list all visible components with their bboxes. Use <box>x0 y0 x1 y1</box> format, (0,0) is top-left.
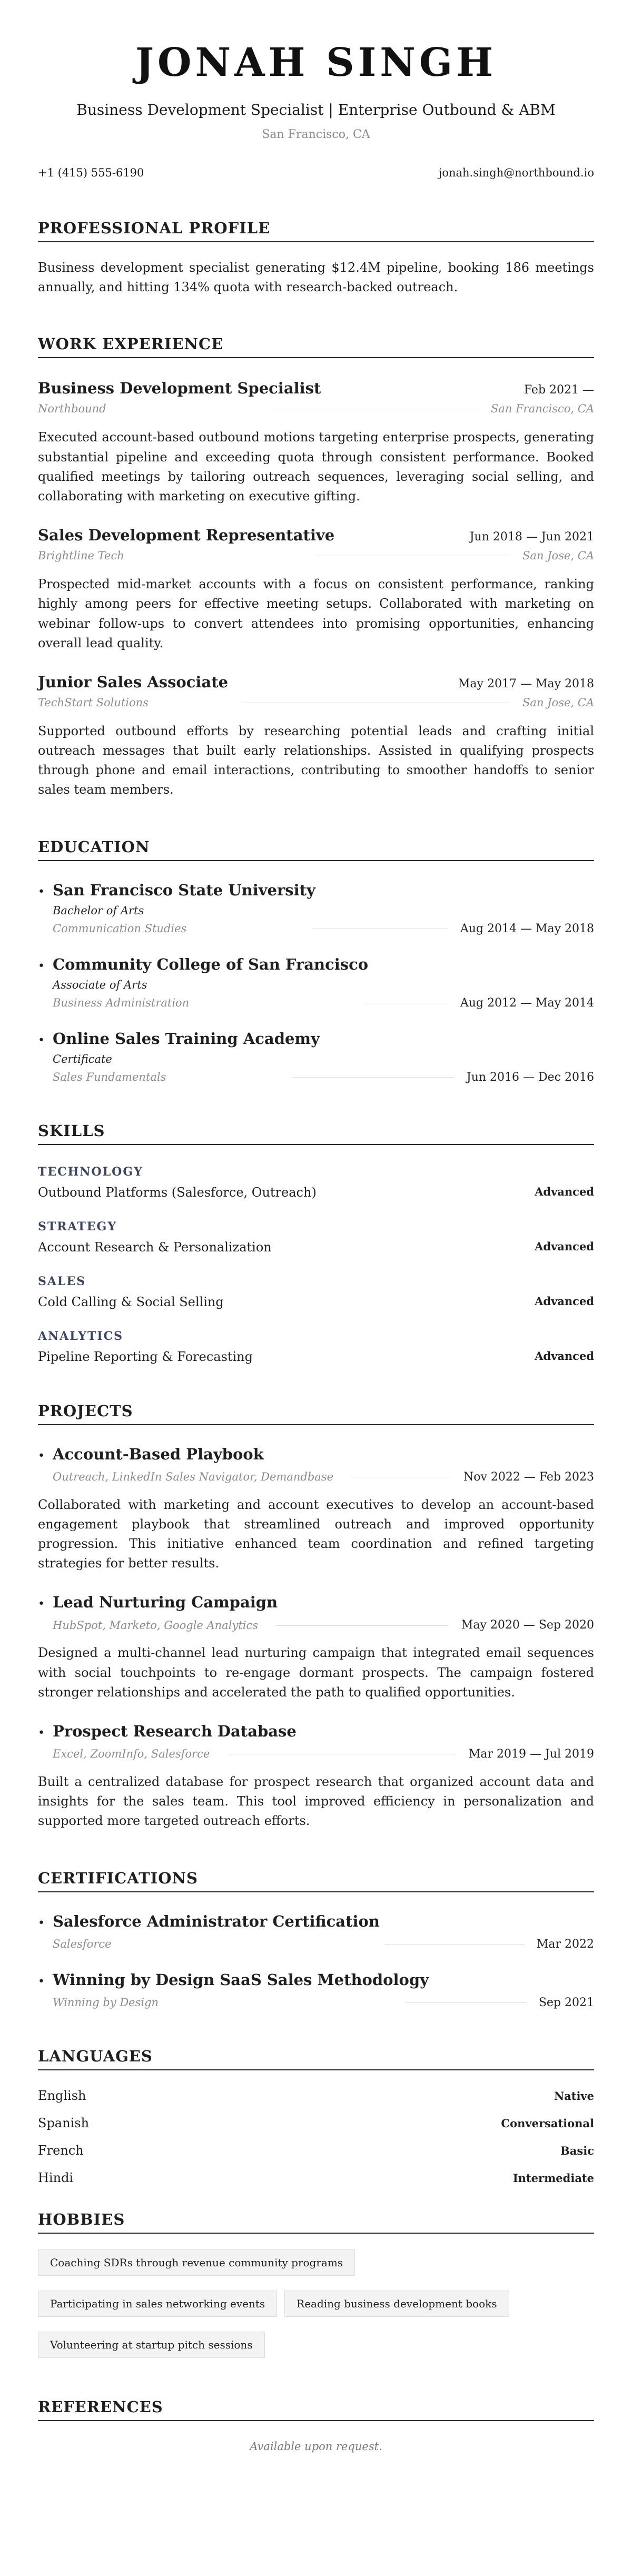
project-tools: Excel, ZoomInfo, Salesforce <box>53 1748 210 1761</box>
language-level: Basic <box>560 2144 594 2157</box>
candidate-title: Business Development Specialist | Enterprise Outbound & ABM <box>76 101 556 119</box>
bullet-icon: • <box>38 1975 45 1988</box>
project-tools: HubSpot, Marketo, Google Analytics <box>53 1618 258 1632</box>
bullet-icon: • <box>38 1597 45 1611</box>
certification-issuer: Winning by Design <box>53 1996 159 2009</box>
education-dates: Aug 2014 — May 2018 <box>460 922 594 935</box>
degree: Bachelor of Arts <box>53 904 144 917</box>
education-dates: Aug 2012 — May 2014 <box>460 996 594 1010</box>
certification-issuer: Salesforce <box>53 1938 112 1950</box>
language-row <box>38 2088 594 2103</box>
skill-category: ANALYTICS <box>38 1329 124 1343</box>
job-company: TechStart Solutions <box>38 696 149 709</box>
skill-level: Advanced <box>535 1185 594 1198</box>
certification-title: Winning by Design SaaS Sales Methodology <box>53 1970 429 1989</box>
certification-entry <box>38 1971 594 2009</box>
job-description: Prospected mid-market accounts with a focus on consistent performance, ranking highly among peers for effective meeting setups. Collaborated with marketing on webinar follow-ups to convert attendees into promising opportunities, enhancing overall lead quality. <box>38 577 594 650</box>
bullet-icon: • <box>38 1726 45 1740</box>
skills-section <box>38 1122 594 1364</box>
leader-line <box>363 1002 448 1003</box>
section-heading: LANGUAGES <box>38 2047 594 2070</box>
degree: Associate of Arts <box>53 978 147 991</box>
section-heading: HOBBIES <box>38 2210 594 2234</box>
field-of-study: Communication Studies <box>53 922 187 935</box>
project-description: Collaborated with marketing and account executives to develop an account-based engagement playbook that streamlined outreach and improved opportunity progression. This initiative enhanced team coordination and refined targeting strategies for better results. <box>38 1497 594 1571</box>
language-list <box>38 2088 594 2185</box>
section-heading: PROJECTS <box>38 1402 594 1425</box>
candidate-location: San Francisco, CA <box>262 128 370 141</box>
job-company: Northbound <box>38 402 106 416</box>
projects-section <box>38 1402 594 1831</box>
bullet-icon: • <box>38 1916 45 1930</box>
field-of-study: Business Administration <box>53 996 190 1010</box>
leader-line <box>228 1753 456 1754</box>
job-role: Junior Sales Associate <box>38 673 229 691</box>
certification-title: Salesforce Administrator Certification <box>53 1912 380 1930</box>
hobby-chip: Reading business development books <box>284 2291 509 2317</box>
bullet-icon: • <box>38 885 45 899</box>
project-description: Designed a multi-channel lead nurturing campaign that integrated email sequences with social touchpoints to re-engage dormant prospects. The campaign fostered stronger relationships and accelerated the path to qualified opportunities. <box>38 1645 594 1700</box>
job-location: San Francisco, CA <box>490 402 594 416</box>
leader-line <box>272 408 478 409</box>
school-name: San Francisco State University <box>53 881 315 899</box>
bullet-icon: • <box>38 959 45 973</box>
skill-category: SALES <box>38 1274 86 1288</box>
skill-level: Advanced <box>535 1349 594 1363</box>
languages-section <box>38 2047 594 2185</box>
skill-category: TECHNOLOGY <box>38 1164 143 1179</box>
education-entry <box>38 955 594 1010</box>
contact-row <box>38 166 594 179</box>
education-entry <box>38 1030 594 1084</box>
resume-header <box>38 0 594 179</box>
section-heading: PROFESSIONAL PROFILE <box>38 219 594 242</box>
project-entry <box>38 1593 594 1702</box>
skill-category: STRATEGY <box>38 1219 117 1233</box>
email-address: jonah.singh@northbound.io <box>438 166 594 179</box>
job-entry <box>38 673 594 800</box>
hobby-list <box>38 2249 575 2358</box>
project-dates: Nov 2022 — Feb 2023 <box>463 1470 594 1484</box>
school-name: Online Sales Training Academy <box>53 1029 320 1048</box>
skill-group <box>38 1275 594 1309</box>
job-description: Executed account-based outbound motions targeting enterprise prospects, generating substantial pipeline and exceeding quota through consistent performance. Booked qualified meetings by tailoring outreach sequences, leveraging social selling, and collaborating with marketing on executive gifting. <box>38 430 594 504</box>
section-heading: WORK EXPERIENCE <box>38 335 594 358</box>
job-dates: May 2017 — May 2018 <box>458 677 594 690</box>
job-role: Business Development Specialist <box>38 379 321 398</box>
job-role: Sales Development Representative <box>38 526 335 545</box>
job-company: Brightline Tech <box>38 549 124 562</box>
certification-entry <box>38 1912 594 1951</box>
job-dates: Feb 2021 — <box>524 383 594 397</box>
references-text: Available upon request. <box>250 2440 382 2453</box>
skill-name: Cold Calling & Social Selling <box>38 1294 224 1309</box>
project-title: Account-Based Playbook <box>53 1445 264 1463</box>
section-heading: CERTIFICATIONS <box>38 1869 594 1892</box>
candidate-name: JONAH SINGH <box>135 40 497 85</box>
job-description: Supported outbound efforts by researching potential leads and crafting initial outreach messages that built early relationships. Assisted in qualifying prospects through phone and email interactions, contributing to smoother handoffs to senior sales team members. <box>38 723 594 797</box>
leader-line <box>317 555 510 556</box>
language-level: Native <box>554 2089 594 2103</box>
bullet-icon: • <box>38 1033 45 1047</box>
certifications-section <box>38 1869 594 2009</box>
skill-group <box>38 1220 594 1255</box>
hobbies-section <box>38 2210 594 2358</box>
language-name: Spanish <box>38 2115 90 2130</box>
certification-date: Sep 2021 <box>538 1996 594 2009</box>
job-location: San Jose, CA <box>522 549 594 562</box>
leader-line <box>385 1943 524 1945</box>
hobby-chip: Coaching SDRs through revenue community programs <box>38 2249 355 2276</box>
project-tools: Outreach, LinkedIn Sales Navigator, Demandbase <box>53 1470 334 1484</box>
hobby-chip: Participating in sales networking events <box>38 2291 277 2317</box>
skill-group <box>38 1329 594 1364</box>
leader-line <box>313 928 448 929</box>
leader-line <box>351 1476 451 1477</box>
section-heading: SKILLS <box>38 1122 594 1145</box>
project-dates: May 2020 — Sep 2020 <box>461 1618 594 1632</box>
education-dates: Jun 2016 — Dec 2016 <box>466 1070 594 1084</box>
language-row <box>38 2116 594 2130</box>
leader-line <box>276 1625 449 1626</box>
project-entry <box>38 1445 594 1574</box>
language-name: Hindi <box>38 2170 74 2185</box>
skill-name: Outbound Platforms (Salesforce, Outreach) <box>38 1185 317 1200</box>
profile-section <box>38 219 594 297</box>
language-row <box>38 2143 594 2158</box>
skill-name: Account Research & Personalization <box>38 1239 272 1255</box>
bullet-icon: • <box>38 1449 45 1463</box>
language-row <box>38 2170 594 2185</box>
project-dates: Mar 2019 — Jul 2019 <box>468 1747 594 1761</box>
language-level: Intermediate <box>512 2171 594 2185</box>
project-title: Lead Nurturing Campaign <box>53 1593 278 1612</box>
education-entry <box>38 881 594 935</box>
skill-name: Pipeline Reporting & Forecasting <box>38 1349 253 1364</box>
degree: Certificate <box>53 1052 112 1065</box>
project-entry <box>38 1722 594 1831</box>
language-level: Conversational <box>501 2116 594 2130</box>
job-entry <box>38 379 594 506</box>
phone-number: +1 (415) 555-6190 <box>38 166 144 179</box>
job-entry <box>38 526 594 653</box>
language-name: French <box>38 2143 84 2158</box>
profile-text: Business development specialist generating $12.4M pipeline, booking 186 meetings annually, and hitting 134% quota with research-backed outreach. <box>38 260 594 295</box>
hobby-chip: Volunteering at startup pitch sessions <box>38 2332 265 2358</box>
skill-level: Advanced <box>535 1294 594 1308</box>
references-section <box>38 2398 594 2453</box>
section-heading: REFERENCES <box>38 2398 594 2421</box>
certification-date: Mar 2022 <box>536 1937 594 1951</box>
project-title: Prospect Research Database <box>53 1722 297 1740</box>
section-heading: EDUCATION <box>38 838 594 861</box>
leader-line <box>292 1077 454 1078</box>
leader-line <box>406 2002 526 2003</box>
field-of-study: Sales Fundamentals <box>53 1071 166 1084</box>
leader-line <box>243 702 510 703</box>
school-name: Community College of San Francisco <box>53 955 369 973</box>
skill-level: Advanced <box>535 1239 594 1253</box>
skill-group <box>38 1165 594 1200</box>
experience-section <box>38 335 594 800</box>
job-location: San Jose, CA <box>522 696 594 709</box>
job-dates: Jun 2018 — Jun 2021 <box>469 530 594 544</box>
project-description: Built a centralized database for prospect research that organized account data and insights for the sales team. This tool improved efficiency in personalization and supported more targeted outreach efforts. <box>38 1774 594 1829</box>
language-name: English <box>38 2088 86 2103</box>
education-section <box>38 838 594 1084</box>
